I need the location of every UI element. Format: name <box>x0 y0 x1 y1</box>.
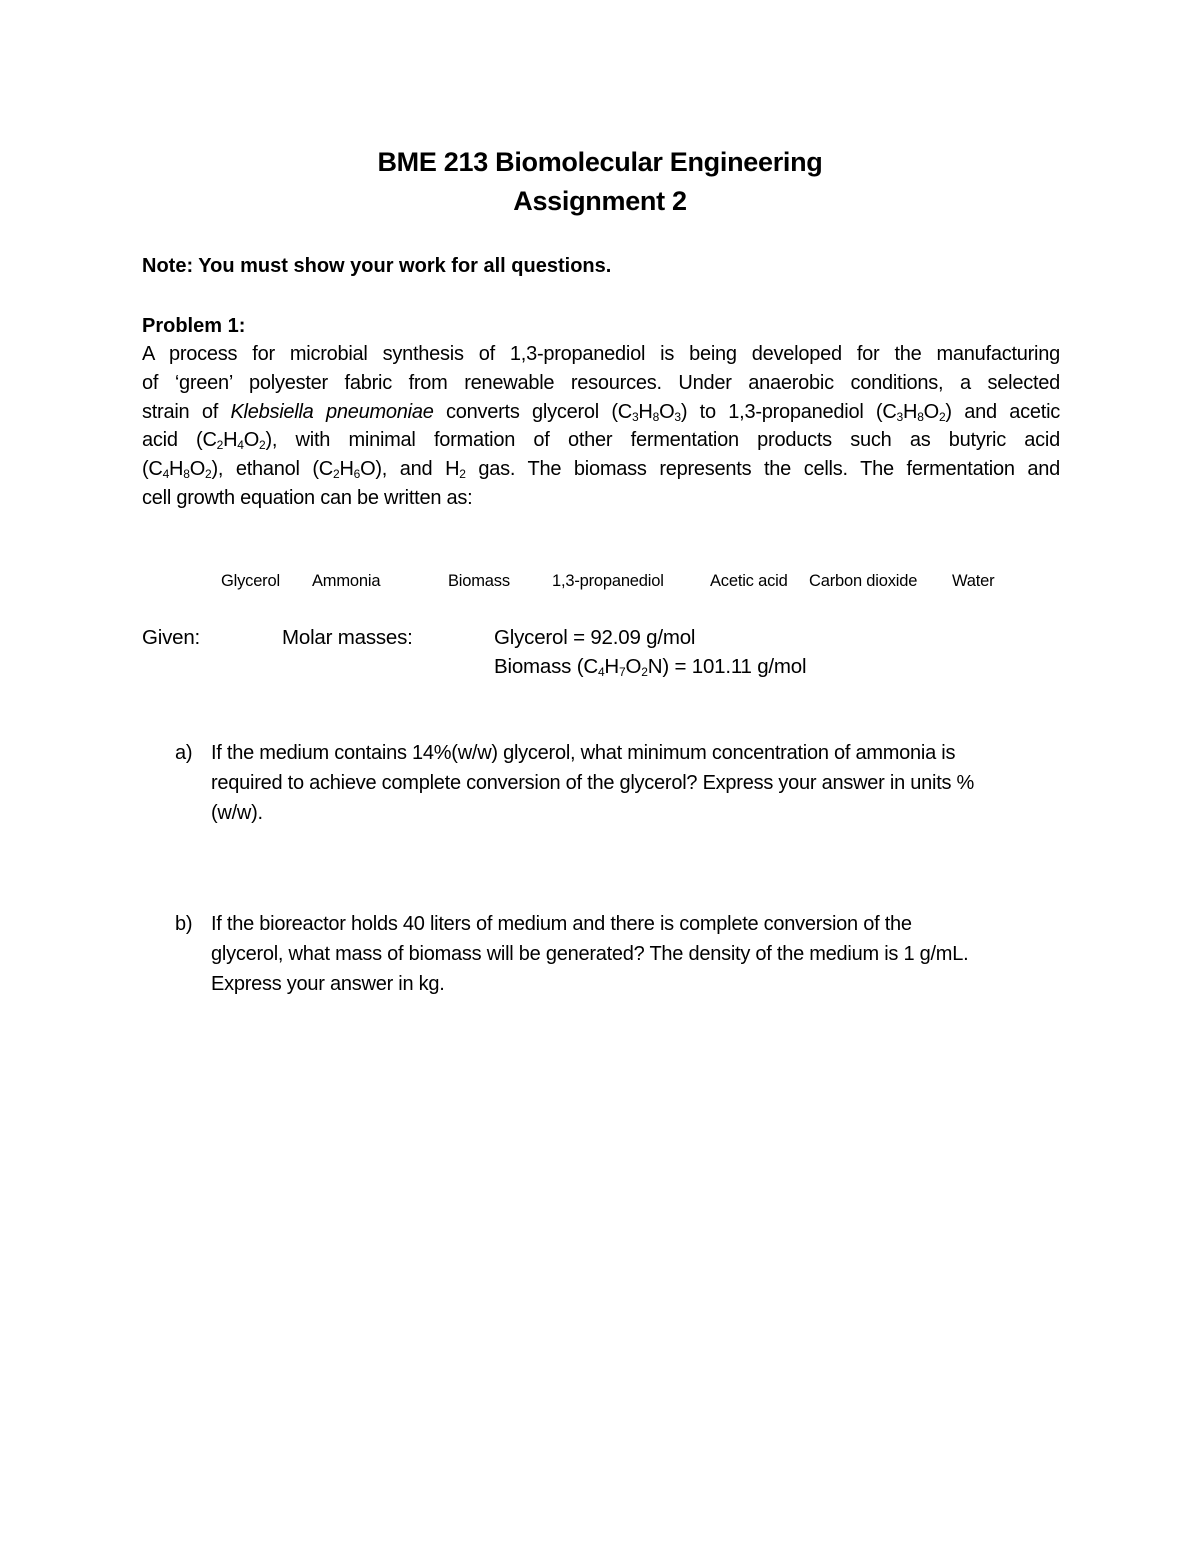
problem-heading: Problem 1: <box>142 315 246 337</box>
question-line: glycerol, what mass of biomass will be generated? The density of the medium is 1 g/mL. <box>211 943 969 965</box>
document-title: BME 213 Biomolecular Engineering <box>377 147 823 177</box>
biomass-molar-mass: Biomass $(C_4H_7O_2N) = 101.11$ g/mol <box>494 655 807 679</box>
question-line: Express your answer in kg. <box>211 973 445 995</box>
compound-label: Glycerol <box>221 572 280 590</box>
problem-paragraph <box>142 340 1060 513</box>
compound-label: Biomass <box>448 572 510 590</box>
compound-label: Ammonia <box>312 572 381 590</box>
note-text: Note: You must show your work for all questions. <box>142 255 612 277</box>
question-line: If the medium contains 14%(w/w) glycerol, what minimum concentration of ammonia is <box>211 742 956 764</box>
molar-masses-label: Molar masses: <box>282 626 413 649</box>
question-marker: a) <box>175 742 193 764</box>
reaction-compounds-row <box>0 572 1200 596</box>
glycerol-molar-mass: Glycerol = 92.09 g/mol <box>494 626 696 649</box>
paragraph-line: cell growth equation can be written as: <box>142 486 473 509</box>
compound-label: 1,3-propanediol <box>552 572 664 590</box>
question-line: required to achieve complete conversion of the glycerol? Express your answer in units % <box>211 772 975 794</box>
paragraph-line: $(C_4H_8O_2)$, ethanol $(C_2H_6O)$, and $H_2$ gas. The biomass represents the cells. The fermentation and <box>142 458 1060 482</box>
question-line: If the bioreactor holds 40 liters of medium and there is complete conversion of the <box>211 913 912 935</box>
question-line: (w/w). <box>211 802 263 824</box>
paragraph-line: A process for microbial synthesis of 1,3-propanediol is being developed for the manufacturing <box>142 343 1060 365</box>
compound-label: Acetic acid <box>710 572 788 590</box>
paragraph-line: strain of Klebsiella pneumoniae converts glycerol $(C_3H_8O_3)$ to 1,3-propanediol $(C_3H_8O_2)$ and acetic <box>142 400 1060 424</box>
given-label: Given: <box>142 626 201 649</box>
paragraph-line: of ‘green’ polyester fabric from renewable resources. Under anaerobic conditions, a selected <box>142 371 1060 394</box>
paragraph-line: acid $(C_2H_4O_2)$, with minimal formation of other fermentation products such as butyric acid <box>142 429 1060 453</box>
organism-name: Klebsiella pneumoniae <box>230 400 434 423</box>
compound-label: Carbon dioxide <box>809 572 918 590</box>
compound-label: Water <box>952 572 995 590</box>
assignment-title: Assignment 2 <box>513 186 687 216</box>
question-marker: b) <box>175 913 193 935</box>
